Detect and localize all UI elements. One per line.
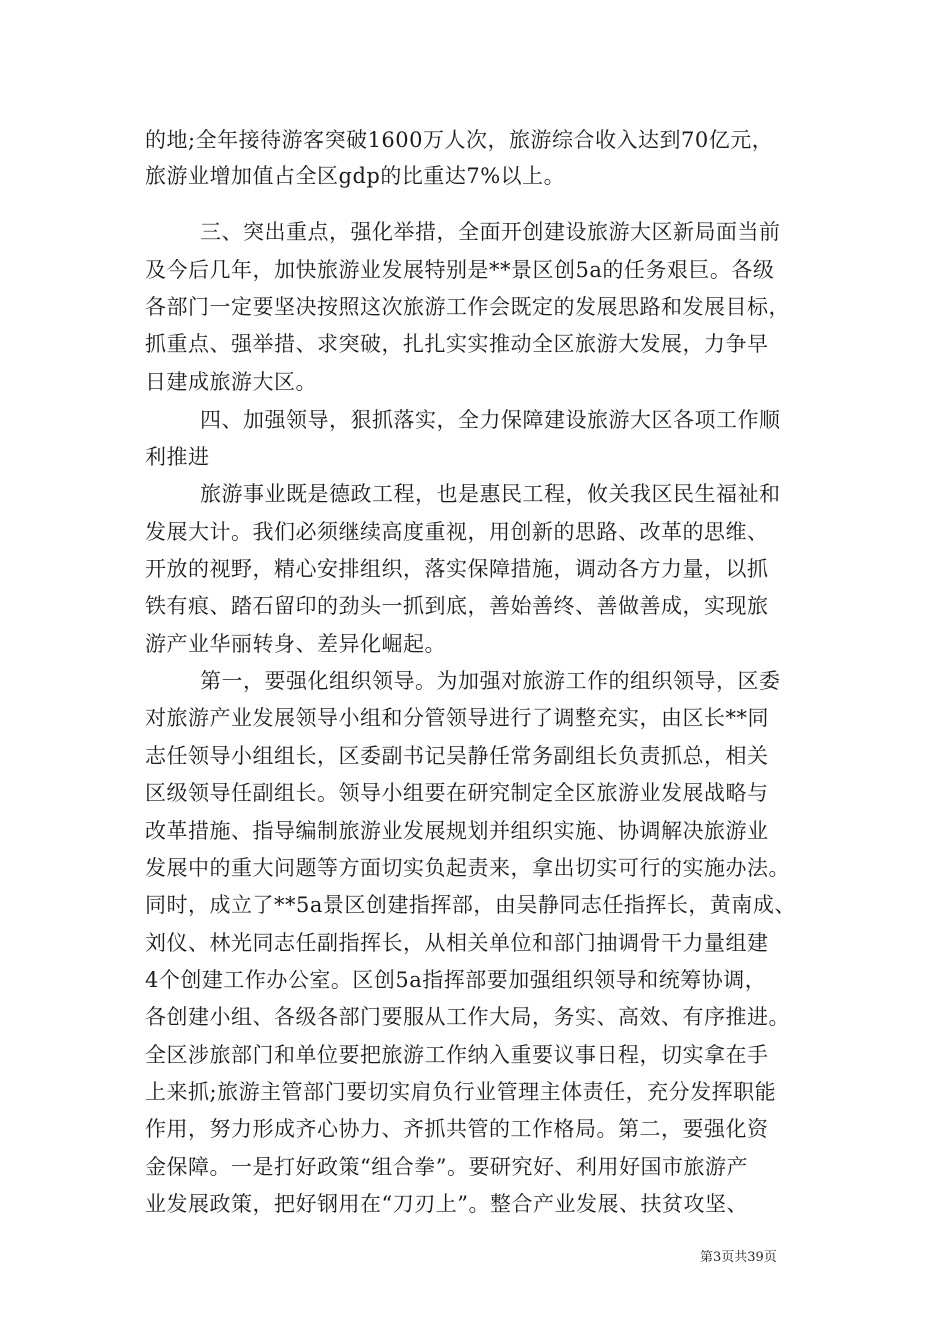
text-line: 发展大计。我们必须继续高度重视，用创新的思路、改革的思维、 [145,520,769,544]
text-line: 区级领导任副组长。领导小组要在研究制定全区旅游业发展战略与 [145,781,769,805]
text-line: 旅游业增加值占全区gdp的比重达7%以上。 [145,164,566,188]
text-line: 4个创建工作办公室。区创5a指挥部要加强组织领导和统筹协调， [145,968,767,992]
text-line: 上来抓;旅游主管部门要切实肩负行业管理主体责任，充分发挥职能 [145,1080,777,1104]
text-line: 发展中的重大问题等方面切实负起责来，拿出切实可行的实施办法。 [145,856,790,880]
text-line: 及今后几年，加快旅游业发展特别是**景区创5a的任务艰巨。各级 [145,258,775,282]
text-line: 铁有痕、踏石留印的劲头一抓到底，善始善终、善做善成，实现旅 [145,594,769,618]
text-line: 业发展政策，把好钢用在“刀刃上”。整合产业发展、扶贫攻坚、 [145,1192,748,1216]
paragraph-heading: 三、突出重点，强化举措，全面开创建设旅游大区新局面当前 [200,220,781,244]
paragraph-start: 第一，要强化组织领导。为加强对旅游工作的组织领导，区委 [200,669,781,693]
text-line: 的地;全年接待游客突破1600万人次，旅游综合收入达到70亿元， [145,128,774,152]
text-line: 志任领导小组组长，区委副书记吴静任常务副组长负责抓总，相关 [145,744,769,768]
text-line: 改革措施、指导编制旅游业发展规划并组织实施、协调解决旅游业 [145,819,769,843]
text-line: 各部门一定要坚决按照这次旅游工作会既定的发展思路和发展目标， [145,295,790,319]
text-line: 全区涉旅部门和单位要把旅游工作纳入重要议事日程，切实拿在手 [145,1043,769,1067]
text-line: 游产业华丽转身、差异化崛起。 [145,632,446,656]
paragraph-heading: 四、加强领导，狠抓落实，全力保障建设旅游大区各项工作顺 [200,408,781,432]
text-line: 对旅游产业发展领导小组和分管领导进行了调整充实，由区长**同 [145,706,769,730]
page-number: 第3页共39页 [700,1250,777,1265]
text-line: 日建成旅游大区。 [145,370,317,394]
paragraph-start: 旅游事业既是德政工程，也是惠民工程，攸关我区民生福祉和 [200,482,781,506]
text-line: 利推进 [145,445,210,469]
text-line: 金保障。一是打好政策“组合拳”。要研究好、利用好国市旅游产 [145,1155,748,1179]
text-line: 抓重点、强举措、求突破，扎扎实实推动全区旅游大发展，力争早 [145,332,769,356]
text-line: 同时，成立了**5a景区创建指挥部，由吴静同志任指挥长，黄南成、 [145,893,796,917]
text-line: 作用，努力形成齐心协力、齐抓共管的工作格局。第二，要强化资 [145,1117,769,1141]
text-line: 刘仪、林光同志任副指挥长，从相关单位和部门抽调骨干力量组建 [145,931,769,955]
text-line: 各创建小组、各级各部门要服从工作大局，务实、高效、有序推进。 [145,1005,790,1029]
text-line: 开放的视野，精心安排组织，落实保障措施，调动各方力量，以抓 [145,557,769,581]
